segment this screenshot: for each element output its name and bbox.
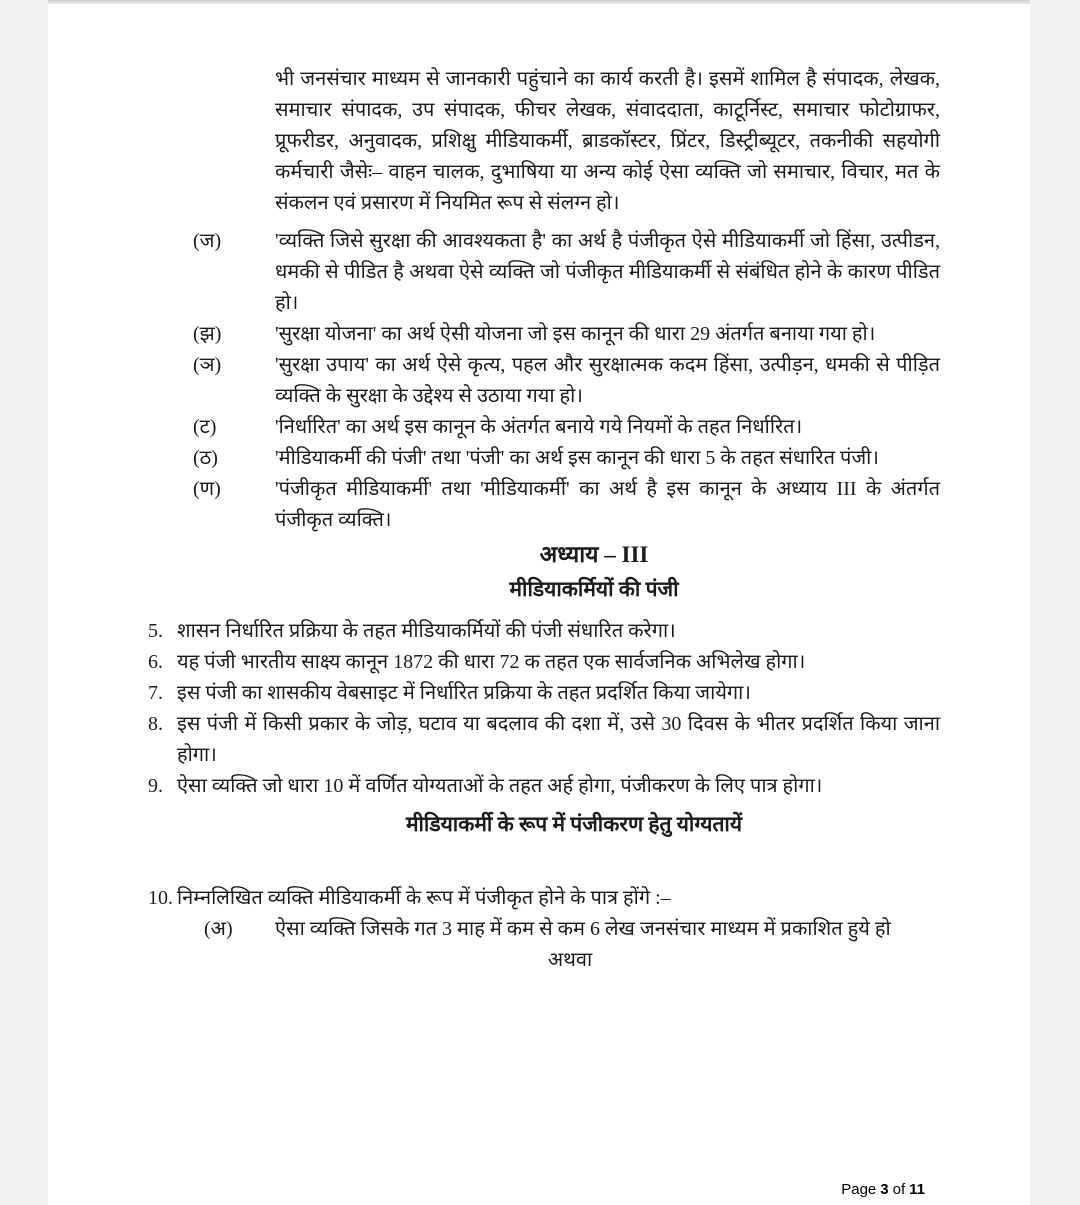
- item-number: 6.: [148, 651, 163, 673]
- definition-item: [148, 474, 940, 536]
- definition-text: 'सुरक्षा उपाय' का अर्थ ऐसे कृत्य, पहल और सुरक्षात्मक कदम हिंसा, उत्पीड़न, धमकी से पीड़ित व्यक्ति के सुरक्षा के उद्देश्य से उठाया गया हो।: [275, 354, 940, 407]
- item-text: यह पंजी भारतीय साक्ष्य कानून 1872 की धारा 72 क तहत एक सार्वजनिक अभिलेख होगा।: [177, 651, 806, 673]
- definition-item: [148, 319, 940, 350]
- numbered-item: [148, 647, 940, 678]
- or-separator: अथवा: [547, 949, 593, 971]
- item-text: इस पंजी का शासकीय वेबसाइट में निर्धारित प्रक्रिया के तहत प्रदर्शित किया जायेगा।: [177, 682, 751, 704]
- definition-label: (ठ): [193, 447, 218, 469]
- definition-label: (झ): [193, 323, 222, 345]
- sub-item-a: [148, 914, 940, 945]
- numbered-item-10: [148, 883, 940, 914]
- definition-item: [148, 443, 940, 474]
- footer-total-pages: 11: [909, 1181, 925, 1198]
- definition-item: [148, 412, 940, 443]
- numbered-item: [148, 678, 940, 709]
- item-text: शासन निर्धारित प्रक्रिया के तहत मीडियाकर्मियों की पंजी संधारित करेगा।: [177, 620, 676, 642]
- numbered-list: [148, 616, 940, 802]
- definition-label: (ट): [193, 416, 217, 438]
- definition-list: [148, 226, 940, 536]
- definition-item: [148, 226, 940, 319]
- numbered-item: [148, 616, 940, 647]
- sub-item-text: ऐसा व्यक्ति जिसके गत 3 माह में कम से कम 6 लेख जनसंचार माध्यम में प्रकाशित हुये हो: [275, 918, 891, 940]
- numbered-item: [148, 771, 940, 802]
- item-number: 7.: [148, 682, 163, 704]
- intro-paragraph: भी जनसंचार माध्यम से जानकारी पहुंचाने का कार्य करती है। इसमें शामिल है संपादक, लेखक, समाचार संपादक, उप संपादक, फीचर लेखक, संवाददाता, काटूर्निस्ट, समाचार फोटोग्राफर, प्रूफरीडर, अनुवादक, प्रशिक्षु मीडियाकर्मी, ब्राडकॉस्टर, प्रिंटर, डिस्ट्रीब्यूटर, तकनीकी सहयोगी कर्मचारी जैसेः– वाहन चालक, दुभाषिया या अन्य कोई ऐसा व्यक्ति जो समाचार, विचार, मत के संकलन एवं प्रसारण में नियमित रूप से संलग्न हो।: [275, 68, 940, 214]
- sub-item-label: (अ): [204, 918, 233, 940]
- chapter-subheading: मीडियाकर्मियों की पंजी: [509, 577, 679, 601]
- item-number: 9.: [148, 775, 163, 797]
- definition-label: (ण): [193, 478, 221, 500]
- footer-of-label: of: [892, 1181, 906, 1198]
- definition-label: (ज): [193, 230, 222, 252]
- definition-text: 'व्यक्ति जिसे सुरक्षा की आवश्यकता है' का अर्थ है पंजीकृत ऐसे मीडियाकर्मी जो हिंसा, उत्पीडन, धमकी से पीडित है अथवा ऐसे व्यक्ति जो पंजीकृत मीडियाकर्मी से संबंधित होने के कारण पीडित हो।: [275, 230, 940, 314]
- item-text: इस पंजी में किसी प्रकार के जोड़, घटाव या बदलाव की दशा में, उसे 30 दिवस के भीतर प्रदर्शित किया जाना होगा।: [177, 713, 940, 766]
- definition-label: (ञ): [193, 354, 222, 376]
- footer-page-label: Page: [841, 1181, 877, 1198]
- document-page: [48, 0, 1030, 1205]
- definition-text: 'पंजीकृत मीडियाकर्मी' तथा 'मीडियाकर्मी' का अर्थ है इस कानून के अध्याय III के अंतर्गत पंजीकृत व्यक्ति।: [275, 478, 940, 531]
- item-text: ऐसा व्यक्ति जो धारा 10 में वर्णित योग्यताओं के तहत अर्ह होगा, पंजीकरण के लिए पात्र होगा।: [177, 775, 823, 797]
- item-number: 8.: [148, 713, 163, 735]
- definition-text: 'निर्धारित' का अर्थ इस कानून के अंतर्गत बनाये गये नियमों के तहत निर्धारित।: [275, 416, 803, 438]
- numbered-item: [148, 709, 940, 771]
- item-text: निम्नलिखित व्यक्ति मीडियाकर्मी के रूप में पंजीकृत होने के पात्र होंगे :–: [177, 887, 671, 909]
- definition-text: 'मीडियाकर्मी की पंजी' तथा 'पंजी' का अर्थ इस कानून की धारा 5 के तहत संधारित पंजी।: [275, 447, 879, 469]
- page-footer: [841, 1181, 925, 1198]
- page-content: [48, 0, 1030, 976]
- qualification-heading: मीडियाकर्मी के रूप में पंजीकरण हेतु योग्यतायें: [405, 812, 743, 836]
- definition-item: [148, 350, 940, 412]
- definition-text: 'सुरक्षा योजना' का अर्थ ऐसी योजना जो इस कानून की धारा 29 अंतर्गत बनाया गया हो।: [275, 323, 876, 345]
- item-number: 10.: [148, 887, 173, 909]
- item-number: 5.: [148, 620, 163, 642]
- chapter-heading: अध्याय – III: [539, 542, 649, 567]
- footer-page-number: 3: [880, 1181, 889, 1198]
